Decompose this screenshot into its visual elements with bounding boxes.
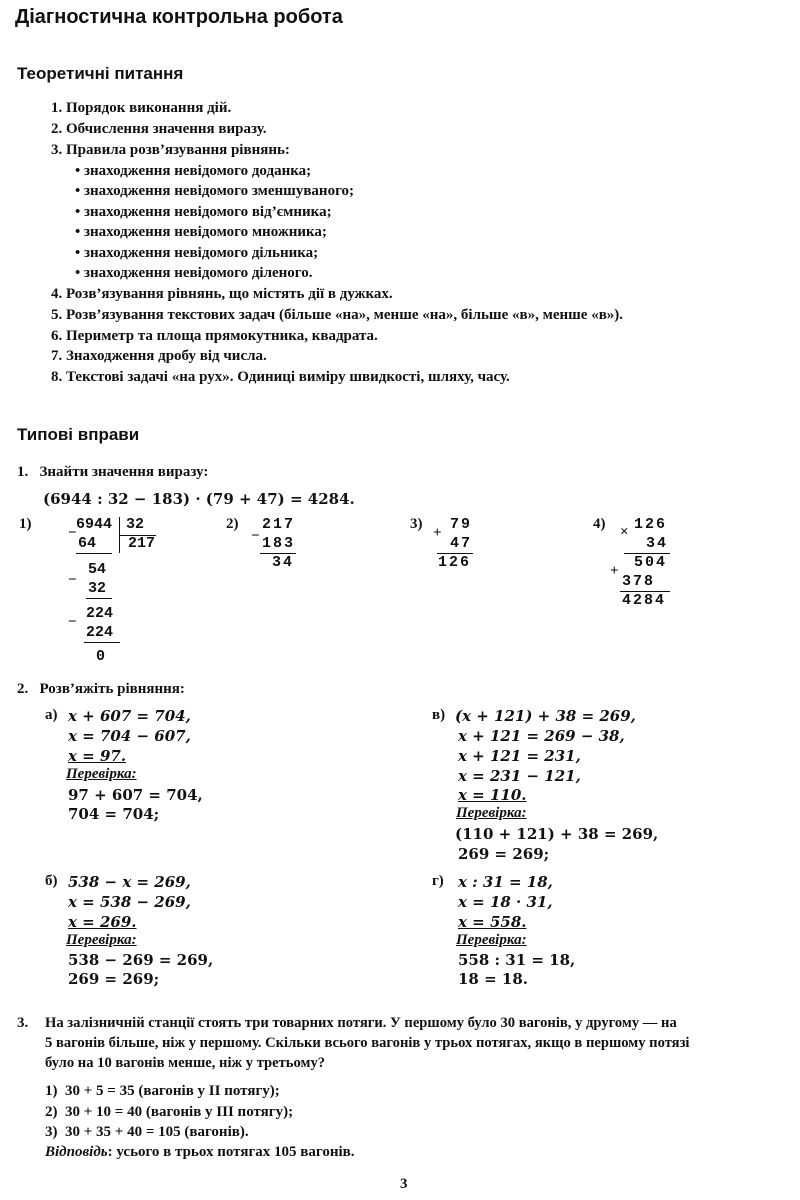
- subtraction-minuend: 217: [262, 516, 296, 533]
- multiplication-result: 4284: [622, 592, 667, 609]
- check-line: 269 = 269;: [68, 970, 160, 988]
- theory-item: 7. Знаходження дробу від числа.: [51, 348, 267, 364]
- equation-answer: x = 110.: [458, 786, 527, 804]
- multiplication-b: 34: [646, 535, 669, 552]
- division-step: 224: [86, 605, 114, 622]
- equation-line: x + 121 = 269 − 38,: [458, 727, 625, 745]
- check-line: (110 + 121) + 38 = 269,: [455, 825, 659, 843]
- theory-item: 1. Порядок виконання дій.: [51, 100, 232, 116]
- check-label: Перевірка:: [456, 932, 527, 948]
- division-step: 224: [86, 624, 114, 641]
- division-remainder: 0: [96, 648, 106, 665]
- calc-label: 3): [410, 516, 423, 532]
- division-quotient: 217: [128, 535, 156, 552]
- equation-line: x = 538 − 269,: [68, 893, 191, 911]
- division-line: [84, 642, 120, 643]
- division-divisor: 32: [126, 516, 145, 533]
- problem-line: було на 10 вагонів менше, ніж у третьому?: [45, 1055, 326, 1071]
- multiplication-partial: 504: [634, 554, 668, 571]
- calc-label: 2): [226, 516, 239, 532]
- check-label: Перевірка:: [456, 805, 527, 821]
- equation-answer: x = 97.: [68, 747, 127, 765]
- answer-line: Відповідь: усього в трьох потягах 105 вагонів.: [45, 1144, 355, 1160]
- theory-bullet: • знаходження невідомого діленого.: [75, 265, 313, 281]
- equation-line: (x + 121) + 38 = 269,: [455, 707, 636, 725]
- times-sign: ×: [620, 524, 629, 540]
- minus-sign: −: [68, 572, 77, 588]
- equation-line: x = 704 − 607,: [68, 727, 191, 745]
- check-line: 538 − 269 = 269,: [68, 951, 214, 969]
- equation-line: x : 31 = 18,: [458, 873, 553, 891]
- equation-line: x + 607 = 704,: [68, 707, 191, 725]
- theory-bullet: • знаходження невідомого зменшуваного;: [75, 183, 355, 199]
- page-title: Діагностична контрольна робота: [15, 6, 343, 28]
- check-line: 704 = 704;: [68, 805, 160, 823]
- minus-sign: −: [68, 614, 77, 630]
- division-line: [76, 553, 112, 554]
- exercise-3-number: 3.: [17, 1015, 29, 1031]
- division-line: [86, 598, 112, 599]
- subtraction-subtrahend: 183: [262, 535, 296, 552]
- problem-line: 5 вагонів більше, ніж у першому. Скільки всього вагонів у трьох потягах, якщо в першому потязі: [45, 1035, 690, 1051]
- check-line: 558 : 31 = 18,: [458, 951, 576, 969]
- calc-label: 1): [19, 516, 32, 532]
- plus-sign: +: [433, 525, 442, 541]
- equation-answer: x = 558.: [458, 913, 527, 931]
- check-label: Перевірка:: [66, 766, 137, 782]
- exercise-1-prompt: 1. Знайти значення виразу:: [17, 464, 209, 480]
- equation-line: x + 121 = 231,: [458, 747, 581, 765]
- minus-sign: −: [251, 528, 260, 544]
- theory-bullet: • знаходження невідомого доданка;: [75, 163, 312, 179]
- division-step: 32: [88, 580, 107, 597]
- division-dividend: 6944: [76, 516, 113, 533]
- check-line: 18 = 18.: [458, 970, 528, 988]
- addition-result: 126: [438, 554, 472, 571]
- theory-item: 3. Правила розв’язування рівнянь:: [51, 142, 290, 158]
- theory-item: 2. Обчислення значення виразу.: [51, 121, 267, 137]
- equation-answer: x = 269.: [68, 913, 137, 931]
- theory-bullet: • знаходження невідомого від’ємника;: [75, 204, 332, 220]
- theory-item: 5. Розв’язування текстових задач (більше «на», менше «на», більше «в», менше «в»).: [51, 307, 624, 323]
- plus-sign: +: [610, 563, 619, 579]
- division-step: 64: [78, 535, 97, 552]
- calc-label: 4): [593, 516, 606, 532]
- multiplication-a: 126: [634, 516, 668, 533]
- addition-a: 79: [450, 516, 473, 533]
- equation-label: а): [45, 707, 58, 723]
- addition-b: 47: [450, 535, 473, 552]
- equation-label: в): [432, 707, 446, 723]
- equation-label: г): [432, 873, 444, 889]
- subtraction-result: 34: [272, 554, 295, 571]
- page-number: 3: [400, 1176, 408, 1192]
- theory-bullet: • знаходження невідомого множника;: [75, 224, 327, 240]
- theory-item: 6. Периметр та площа прямокутника, квадрата.: [51, 328, 378, 344]
- equation-line: x = 231 − 121,: [458, 767, 581, 785]
- equation-line: x = 18 · 31,: [458, 893, 553, 911]
- theory-item: 4. Розв’язування рівнянь, що містять дії в дужках.: [51, 286, 393, 302]
- equation-label: б): [45, 873, 58, 889]
- check-line: 97 + 607 = 704,: [68, 786, 203, 804]
- theory-heading: Теоретичні питання: [17, 64, 184, 83]
- solution-step: 3) 30 + 35 + 40 = 105 (вагонів).: [45, 1124, 249, 1140]
- exercises-heading: Типові вправи: [17, 425, 140, 444]
- solution-step: 1) 30 + 5 = 35 (вагонів у II потягу);: [45, 1083, 280, 1099]
- multiplication-partial: 378: [622, 573, 656, 590]
- theory-bullet: • знаходження невідомого дільника;: [75, 245, 319, 261]
- solution-step: 2) 30 + 10 = 40 (вагонів у III потягу);: [45, 1104, 294, 1120]
- exercise-2-prompt: 2. Розв’яжіть рівняння:: [17, 681, 185, 697]
- exercise-1-expression: (6944 : 32 − 183) · (79 + 47) = 4284.: [43, 490, 355, 508]
- equation-line: 538 − x = 269,: [68, 873, 191, 891]
- check-label: Перевірка:: [66, 932, 137, 948]
- problem-line: На залізничній станції стоять три товарних потяги. У першому було 30 вагонів, у другому — на: [45, 1015, 677, 1031]
- minus-sign: −: [68, 525, 77, 541]
- division-step: 54: [88, 561, 107, 578]
- theory-item: 8. Текстові задачі «на рух». Одиниці виміру швидкості, шляху, часу.: [51, 369, 510, 385]
- check-line: 269 = 269;: [458, 845, 550, 863]
